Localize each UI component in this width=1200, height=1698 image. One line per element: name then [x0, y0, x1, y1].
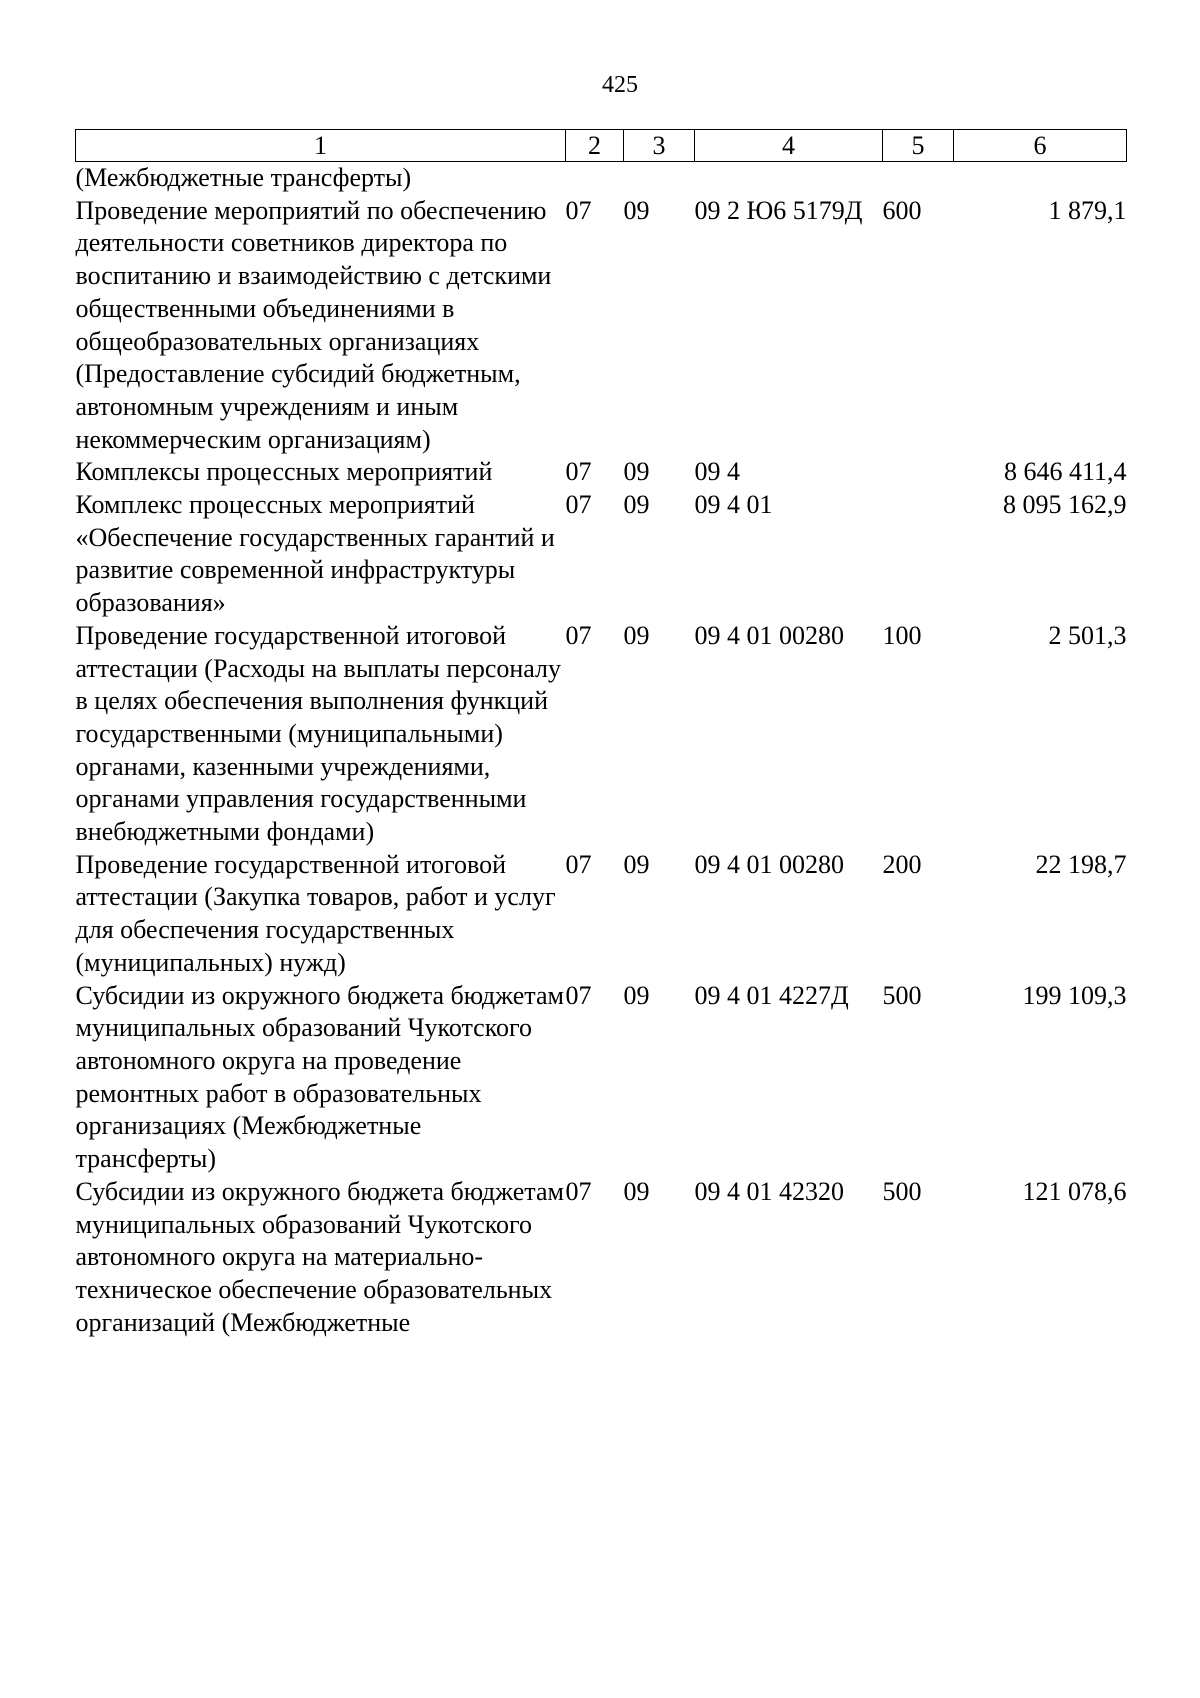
table-row — [76, 980, 1127, 1176]
budget-table — [75, 129, 1127, 1339]
row-subsection: 09 — [623, 849, 650, 879]
row-target: 09 4 01 42320 — [694, 1176, 844, 1206]
row-name: (Межбюджетные трансферты) — [75, 163, 412, 192]
header-col-4: 4 — [695, 130, 883, 162]
row-amount: 2 501,3 — [1048, 620, 1127, 650]
row-section: 07 — [565, 1176, 592, 1206]
header-col-6: 6 — [954, 130, 1127, 162]
header-col-5: 5 — [883, 130, 954, 162]
table-header — [76, 130, 1127, 162]
row-section: 07 — [565, 195, 592, 225]
row-name: Комплексы процессных мероприятий — [75, 457, 493, 487]
row-expense-type — [883, 456, 954, 489]
row-name: Комплекс процессных мероприятий «Обеспечение государственных гарантий и развитие современной инфраструктуры образования» — [75, 490, 555, 618]
header-col-3: 3 — [624, 130, 695, 162]
row-section: 07 — [565, 849, 592, 879]
table-row — [76, 1176, 1127, 1340]
row-name: Проведение мероприятий по обеспечению деятельности советников директора по воспитанию и взаимодействию с детскими общественными объединениями в общеобразовательных организациях (Предоставление субсидий бюджетным, автономным учреждениям и иным некоммерческим организациям) — [75, 195, 552, 454]
row-subsection: 09 — [623, 620, 650, 650]
row-section: 07 — [565, 620, 592, 650]
page-number: 425 — [602, 72, 638, 98]
row-section: 07 — [565, 490, 592, 520]
row-section: 07 — [565, 457, 592, 487]
table-row — [76, 162, 1127, 195]
row-amount: 8 095 162,9 — [1003, 490, 1127, 520]
header-row — [76, 130, 1127, 162]
table-row — [76, 489, 1127, 620]
table-body — [76, 162, 1127, 1340]
table-row — [76, 195, 1127, 457]
row-expense-type: 500 — [882, 1176, 922, 1206]
row-expense-type: 200 — [882, 849, 922, 879]
row-target: 09 2 Ю6 5179Д — [694, 195, 863, 225]
row-section — [566, 162, 624, 195]
row-subsection: 09 — [623, 195, 650, 225]
header-col-2: 2 — [566, 130, 624, 162]
row-target: 09 4 01 — [694, 490, 773, 520]
row-expense-type — [883, 162, 954, 195]
row-target: 09 4 01 00280 — [694, 849, 844, 879]
row-subsection — [624, 162, 695, 195]
row-target: 09 4 — [694, 457, 740, 487]
row-amount: 22 198,7 — [1035, 849, 1127, 879]
row-expense-type: 600 — [882, 195, 922, 225]
row-subsection: 09 — [623, 457, 650, 487]
table-row — [76, 456, 1127, 489]
row-name: Субсидии из окружного бюджета бюджетам муниципальных образований Чукотского автономного округа на материально-техническое обеспечение образовательных организаций (Межбюджетные — [75, 1176, 564, 1337]
row-name: Проведение государственной итоговой аттестации (Расходы на выплаты персоналу в целях обеспечения выполнения функций государственными (муниципальными) органами, казенными учреждениями, органами управления государственными внебюджетными фондами) — [75, 620, 562, 847]
header-col-1: 1 — [76, 130, 566, 162]
table-row — [76, 620, 1127, 849]
row-amount: 199 109,3 — [1022, 980, 1127, 1010]
row-expense-type: 500 — [882, 980, 922, 1010]
row-name: Субсидии из окружного бюджета бюджетам муниципальных образований Чукотского автономного округа на проведение ремонтных работ в образовательных организациях (Межбюджетные трансферты) — [75, 980, 564, 1174]
row-section: 07 — [565, 980, 592, 1010]
row-amount — [954, 162, 1127, 195]
row-amount: 8 646 411,4 — [1003, 457, 1127, 487]
row-subsection: 09 — [623, 490, 650, 520]
row-target: 09 4 01 4227Д — [694, 980, 849, 1010]
row-expense-type: 100 — [882, 620, 922, 650]
table-row — [76, 849, 1127, 980]
row-amount: 1 879,1 — [1048, 195, 1127, 225]
row-amount: 121 078,6 — [1022, 1176, 1127, 1206]
row-subsection: 09 — [623, 1176, 650, 1206]
row-target — [695, 162, 883, 195]
row-expense-type — [883, 489, 954, 620]
row-target: 09 4 01 00280 — [694, 620, 844, 650]
row-name: Проведение государственной итоговой аттестации (Закупка товаров, работ и услуг для обеспечения государственных (муниципальных) нужд) — [75, 849, 556, 977]
row-subsection: 09 — [623, 980, 650, 1010]
